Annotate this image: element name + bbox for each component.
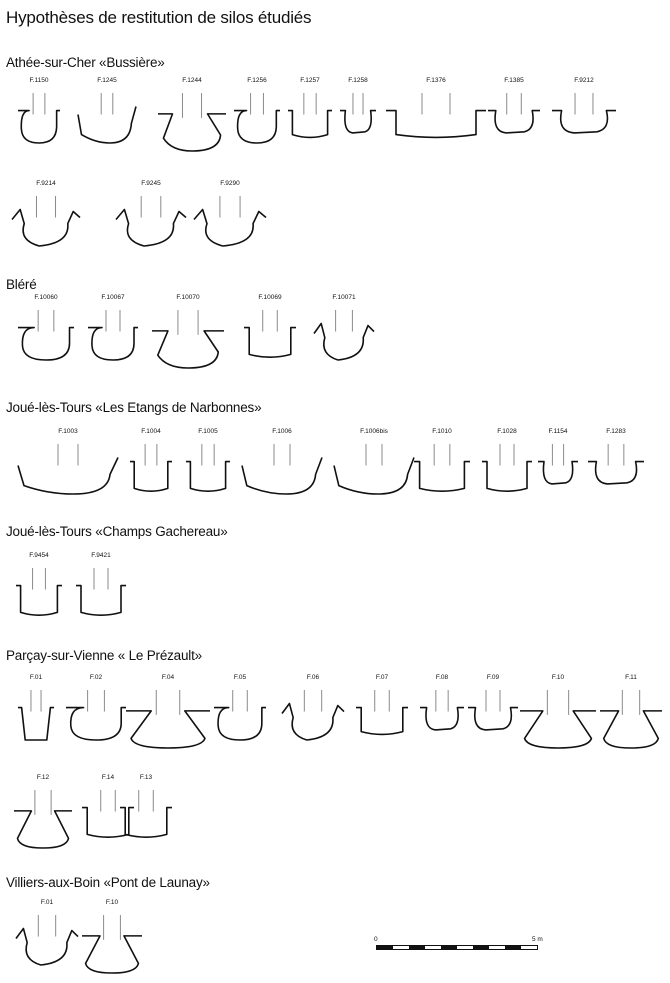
silo-label: F.12	[36, 774, 50, 781]
silo-label: F.11	[625, 674, 637, 681]
silo-profile-drawing	[334, 438, 414, 494]
silo-profile-drawing	[386, 87, 486, 143]
silo-figure	[234, 77, 280, 145]
silo-figure	[600, 674, 662, 750]
silo-label: F.1003	[58, 428, 78, 435]
silo-profile-drawing	[340, 87, 376, 143]
silo-profile-drawing	[18, 87, 60, 143]
silo-outline	[282, 704, 344, 740]
silo-label: F.9212	[574, 77, 594, 84]
silo-profile-drawing	[468, 684, 518, 740]
silo-outline	[158, 114, 226, 151]
silo-outline	[242, 458, 322, 494]
scale-end-label: 5 m	[532, 936, 543, 943]
silo-outline	[334, 458, 414, 494]
silo-outline	[234, 111, 280, 143]
silo-label: F.1028	[497, 428, 517, 435]
silo-label: F.1154	[548, 428, 568, 435]
silo-label: F.1006	[272, 428, 292, 435]
silo-profile-drawing	[588, 438, 644, 494]
silo-profile-drawing	[152, 304, 224, 368]
silo-outline	[214, 708, 266, 740]
silo-profile-drawing	[282, 684, 344, 740]
silo-label: F.07	[375, 674, 389, 681]
silo-profile-drawing	[120, 784, 172, 840]
silo-outline	[288, 111, 332, 138]
silo-figure	[16, 552, 62, 620]
silo-outline	[116, 210, 186, 246]
silo-figure	[242, 428, 322, 496]
silo-label: F.10060	[34, 294, 58, 301]
silo-figure	[588, 428, 644, 496]
silo-profile-drawing	[194, 190, 266, 246]
silo-figure	[76, 552, 126, 620]
silo-figure	[468, 674, 518, 742]
silo-outline	[420, 708, 464, 730]
silo-figure	[340, 77, 376, 145]
silo-figure	[130, 428, 172, 496]
silo-outline	[14, 811, 72, 848]
silo-label: F.9454	[29, 552, 49, 559]
silo-label: F.05	[233, 674, 247, 681]
silo-label: F.02	[89, 674, 103, 681]
section-title-athee: Athée-sur-Cher «Bussière»	[6, 55, 165, 70]
silo-figure	[538, 428, 578, 496]
silo-profile-drawing	[126, 684, 210, 748]
silo-outline	[600, 711, 662, 748]
silo-label: F.1245	[97, 77, 117, 84]
silo-outline	[314, 324, 374, 360]
silo-label: F.1006bis	[360, 428, 388, 435]
silo-label: F.9245	[141, 180, 161, 187]
silo-label: F.01	[29, 674, 43, 681]
silo-profile-drawing	[78, 87, 136, 143]
silo-profile-drawing	[88, 304, 138, 360]
silo-outline	[468, 708, 518, 730]
silo-profile-drawing	[488, 87, 540, 143]
silo-profile-drawing	[538, 438, 578, 494]
silo-profile-drawing	[116, 190, 186, 246]
silo-profile-drawing	[420, 684, 464, 740]
page-title: Hypothèses de restitution de silos étudiés	[6, 8, 312, 27]
silo-outline	[244, 328, 296, 358]
silo-label: F.9421	[91, 552, 111, 559]
silo-profile-drawing	[552, 87, 616, 143]
silo-label: F.1005	[198, 428, 218, 435]
section-title-joue-etangs: Joué-lès-Tours «Les Etangs de Narbonnes»	[6, 400, 262, 415]
silo-profile-drawing	[288, 87, 332, 143]
silo-label: F.10067	[101, 294, 125, 301]
silo-profile-drawing	[600, 684, 662, 748]
silo-profile-drawing	[18, 438, 118, 494]
silo-profile-drawing	[130, 438, 172, 494]
silo-outline	[120, 808, 172, 838]
silo-figure	[82, 899, 142, 975]
silo-label: F.1376	[426, 77, 446, 84]
silo-profile-drawing	[18, 304, 74, 360]
silo-outline	[520, 711, 596, 748]
silo-outline	[16, 586, 62, 616]
silo-profile-drawing	[314, 304, 374, 360]
section-title-villiers: Villiers-aux-Boin «Pont de Launay»	[6, 875, 210, 890]
silo-profile-drawing	[14, 784, 72, 848]
silo-label: F.04	[161, 674, 175, 681]
silo-figure	[214, 674, 266, 742]
silo-figure	[520, 674, 596, 750]
silo-figure	[282, 674, 344, 742]
silo-outline	[488, 111, 540, 133]
silo-label: F.1258	[348, 77, 368, 84]
silo-label: F.10	[105, 899, 119, 906]
silo-label: F.01	[40, 899, 54, 906]
silo-label: F.06	[306, 674, 320, 681]
silo-profile-drawing	[12, 190, 80, 246]
silo-outline	[482, 462, 532, 492]
silo-figure	[158, 77, 226, 153]
silo-figure	[78, 77, 136, 145]
silo-figure	[18, 428, 118, 496]
silo-profile-drawing	[234, 87, 280, 143]
silo-figure	[552, 77, 616, 145]
silo-label: F.9214	[36, 180, 56, 187]
silo-figure	[186, 428, 230, 496]
silo-outline	[18, 111, 60, 143]
silo-label: F.1004	[141, 428, 161, 435]
silo-figure	[482, 428, 532, 496]
silo-outline	[78, 107, 136, 143]
silo-profile-drawing	[186, 438, 230, 494]
section-title-joue-champs: Joué-lès-Tours «Champs Gachereau»	[6, 524, 228, 539]
silo-label: F.09	[486, 674, 500, 681]
silo-outline	[16, 929, 78, 965]
silo-profile-drawing	[66, 684, 126, 740]
silo-outline	[66, 708, 126, 740]
silo-figure	[16, 899, 78, 967]
silo-profile-drawing	[158, 87, 226, 151]
silo-figure	[18, 294, 74, 362]
silo-figure	[488, 77, 540, 145]
silo-outline	[18, 458, 118, 494]
silo-outline	[186, 462, 230, 492]
silo-outline	[414, 462, 470, 492]
silo-profile-drawing	[16, 909, 78, 965]
silo-figure	[12, 180, 80, 248]
silo-figure	[244, 294, 296, 362]
silo-outline	[88, 328, 138, 360]
silo-outline	[12, 210, 80, 246]
silo-outline	[340, 111, 376, 133]
silo-figure	[356, 674, 408, 742]
silo-outline	[126, 711, 210, 748]
silo-profile-drawing	[482, 438, 532, 494]
silo-label: F.10070	[176, 294, 200, 301]
silo-figure	[14, 774, 72, 850]
silo-outline	[18, 328, 74, 360]
silo-profile-drawing	[520, 684, 596, 748]
silo-figure	[386, 77, 486, 145]
silo-label: F.1244	[182, 77, 202, 84]
silo-outline	[386, 111, 486, 138]
silo-label: F.10071	[332, 294, 356, 301]
silo-label: F.08	[435, 674, 449, 681]
silo-profile-drawing	[82, 909, 142, 973]
silo-figure	[194, 180, 266, 248]
silo-outline	[130, 462, 172, 492]
scale-bar-graphic	[376, 945, 538, 950]
silo-outline	[356, 708, 408, 735]
silo-figure	[18, 77, 60, 145]
silo-label: F.1385	[504, 77, 524, 84]
silo-outline	[152, 331, 224, 368]
silo-label: F.10069	[258, 294, 282, 301]
silo-figure	[334, 428, 414, 496]
silo-profile-drawing	[244, 304, 296, 360]
silo-outline	[552, 111, 616, 133]
silo-profile-drawing	[18, 684, 54, 740]
silo-label: F.10	[551, 674, 565, 681]
silo-profile-drawing	[214, 684, 266, 740]
silo-label: F.1150	[29, 77, 49, 84]
silo-label: F.1257	[300, 77, 320, 84]
silo-figure	[288, 77, 332, 145]
silo-outline	[82, 936, 142, 973]
silo-figure	[152, 294, 224, 370]
silo-outline	[194, 210, 266, 246]
silo-profile-drawing	[76, 562, 126, 618]
silo-label: F.1010	[432, 428, 452, 435]
silo-outline	[588, 462, 644, 484]
silo-outline	[18, 708, 54, 740]
silo-profile-drawing	[242, 438, 322, 494]
silo-profile-drawing	[16, 562, 62, 618]
scale-bar	[374, 936, 544, 956]
silo-figure	[120, 774, 172, 842]
silo-figure	[18, 674, 54, 742]
silo-label: F.1256	[247, 77, 267, 84]
section-title-blere: Bléré	[6, 277, 37, 292]
silo-label: F.9290	[220, 180, 240, 187]
silo-label: F.14	[101, 774, 115, 781]
silo-label: F.1283	[606, 428, 626, 435]
silo-figure	[116, 180, 186, 248]
section-title-parcay: Parçay-sur-Vienne « Le Prézault»	[6, 648, 202, 663]
silo-figure	[66, 674, 126, 742]
silo-outline	[538, 462, 578, 484]
silo-figure	[314, 294, 374, 362]
silo-figure	[414, 428, 470, 496]
silo-profile-drawing	[414, 438, 470, 494]
silo-figure	[88, 294, 138, 362]
silo-outline	[76, 586, 126, 616]
silo-label: F.13	[139, 774, 153, 781]
scale-start-label: 0	[374, 936, 378, 943]
silo-figure	[126, 674, 210, 750]
silo-profile-drawing	[356, 684, 408, 740]
silo-figure	[420, 674, 464, 742]
